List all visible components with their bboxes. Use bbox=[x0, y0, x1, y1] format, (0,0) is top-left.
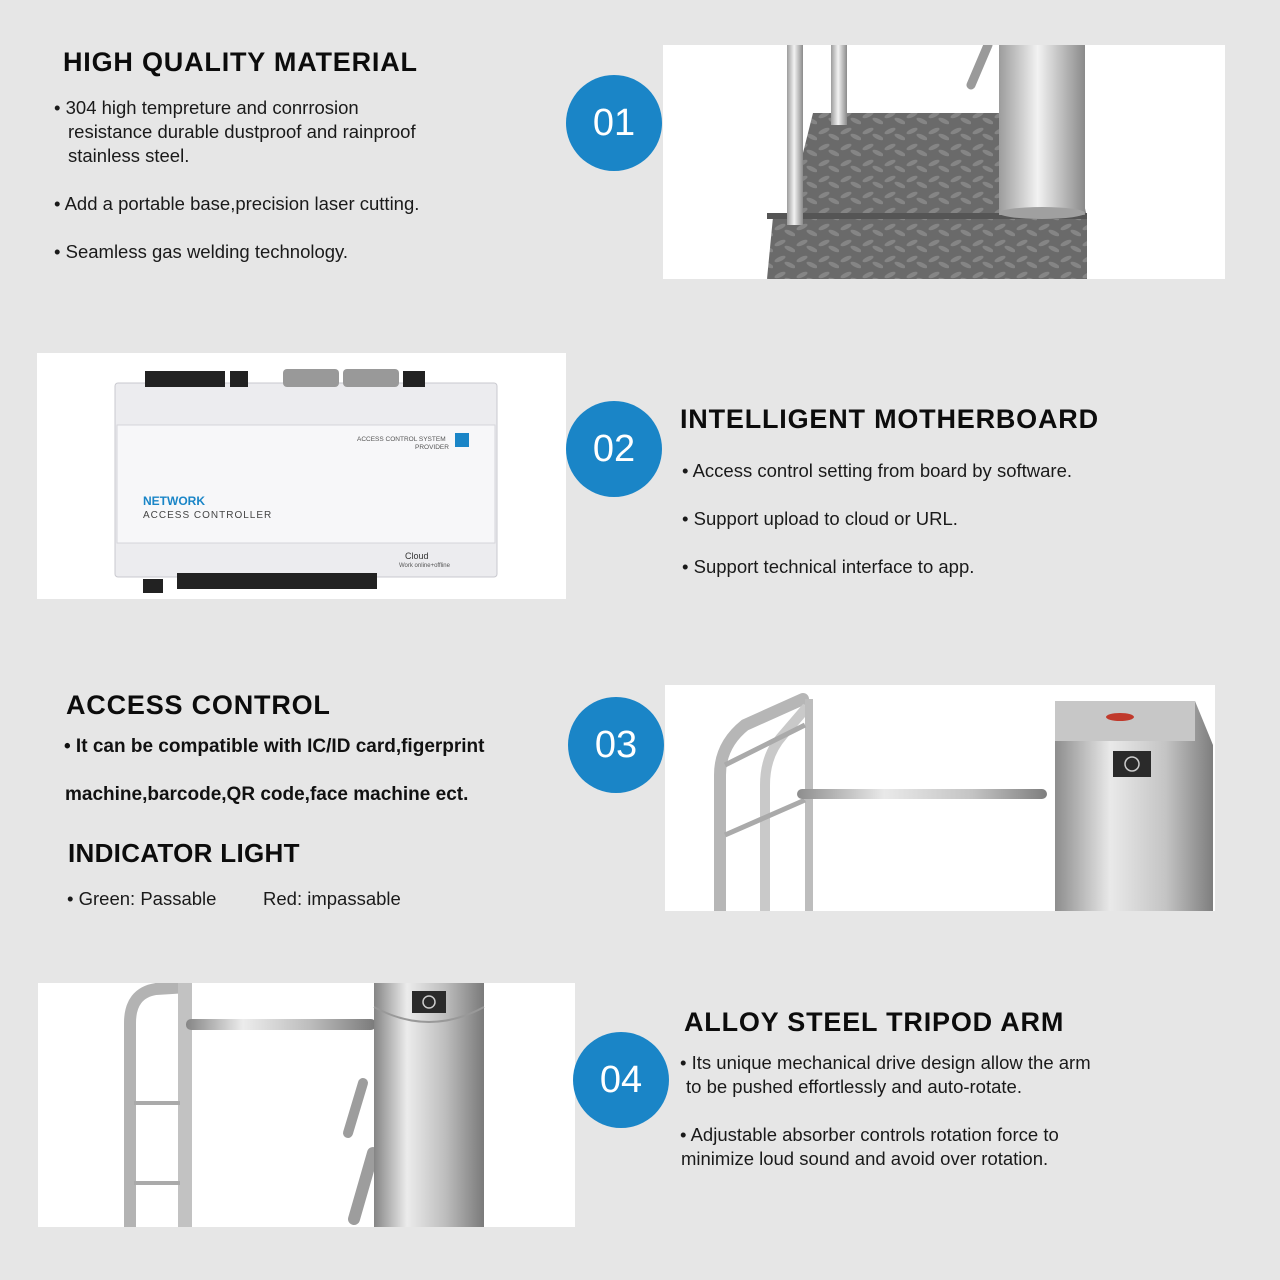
section-2-title: INTELLIGENT MOTHERBOARD bbox=[680, 404, 1099, 434]
board-controller-label: ACCESS CONTROLLER bbox=[143, 510, 273, 521]
indicator-red-text: Red: impassable bbox=[263, 888, 401, 909]
section-4-bullet-2a: • Adjustable absorber controls rotation force to bbox=[680, 1124, 1059, 1145]
section-2-bullet-2: • Support upload to cloud or URL. bbox=[682, 508, 958, 529]
section-4-title: ALLOY STEEL TRIPOD ARM bbox=[684, 1007, 1065, 1037]
section-1-title: HIGH QUALITY MATERIAL bbox=[63, 47, 418, 77]
board-cloud-label: Cloud bbox=[405, 551, 429, 561]
section-1-bullet-1c: stainless steel. bbox=[68, 145, 190, 166]
tripod-arm-illustration bbox=[38, 983, 575, 1227]
section-4-bullet-1b: to be pushed effortlessly and auto-rotate. bbox=[686, 1076, 1022, 1097]
section-4-bullet-1a: • Its unique mechanical drive design allow the arm bbox=[680, 1052, 1091, 1073]
section-3-number-badge: 03 bbox=[568, 697, 664, 793]
board-provider-line1: ACCESS CONTROL SYSTEM bbox=[357, 436, 446, 443]
section-2-bullet-3: • Support technical interface to app. bbox=[682, 556, 975, 577]
section-1-number-badge: 01 bbox=[566, 75, 662, 171]
section-1-bullet-1b: resistance durable dustproof and rainproof bbox=[68, 121, 416, 142]
section-3-line-1: • It can be compatible with IC/ID card,figerprint bbox=[64, 736, 485, 757]
indicator-light-title: INDICATOR LIGHT bbox=[68, 838, 300, 868]
section-4-bullet-2b: minimize loud sound and avoid over rotation. bbox=[681, 1148, 1049, 1169]
section-2-number-badge: 02 bbox=[566, 401, 662, 497]
section-1-bullet-1a: • 304 high tempreture and conrrosion bbox=[54, 97, 359, 118]
turnstile-side-photo bbox=[665, 685, 1215, 911]
board-cloud-sub: Work online+offline bbox=[399, 563, 450, 569]
board-network-label: NETWORK bbox=[143, 494, 205, 508]
turnstile-base-photo bbox=[663, 45, 1225, 279]
turnstile-base-illustration bbox=[663, 45, 1225, 279]
tripod-arm-photo bbox=[38, 983, 575, 1227]
access-controller-illustration bbox=[37, 353, 566, 599]
section-1-bullet-2: • Add a portable base,precision laser cutting. bbox=[54, 193, 420, 214]
section-1-bullet-3: • Seamless gas welding technology. bbox=[54, 241, 349, 262]
section-3-line-2: machine,barcode,QR code,face machine ect. bbox=[65, 784, 469, 805]
section-3-title: ACCESS CONTROL bbox=[66, 690, 331, 720]
board-provider-line2: PROVIDER bbox=[415, 444, 449, 451]
turnstile-side-illustration bbox=[665, 685, 1215, 911]
indicator-green-text: • Green: Passable bbox=[67, 888, 217, 909]
section-4-number-badge: 04 bbox=[573, 1032, 669, 1128]
section-2-bullet-1: • Access control setting from board by software. bbox=[682, 460, 1073, 481]
access-controller-photo bbox=[37, 353, 566, 599]
